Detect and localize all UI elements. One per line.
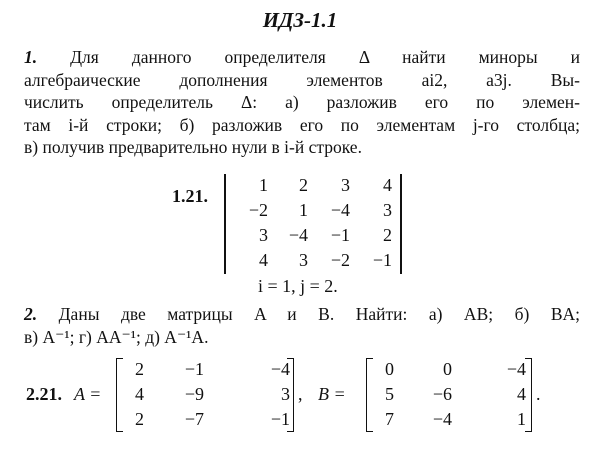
determinant (224, 174, 402, 274)
problem-2-text (24, 303, 580, 348)
determinant-cell-r1-c2: 2 (299, 175, 308, 195)
matrix-b-cell-r2-c1: 5 (385, 384, 394, 404)
matrix-a-cell-r2-c2: −9 (184, 384, 204, 404)
determinant-cell-r2-c4: 3 (383, 200, 392, 220)
problem-1-number: 1. (24, 47, 38, 67)
matrix-b (366, 358, 532, 432)
determinant-cell-r3-c2: −4 (288, 225, 308, 245)
matrix-b-cell-r3-c2: −4 (432, 409, 452, 429)
variant-1-condition: i = 1, j = 2. (258, 276, 338, 296)
matrix-a-cell-r1-c2: −1 (184, 359, 204, 379)
problem-1-text (24, 46, 580, 159)
matrix-b-cell-r1-c1: 0 (385, 359, 394, 379)
determinant-cell-r4-c2: 3 (299, 250, 308, 270)
determinant-cell-r1-c1: 1 (259, 175, 268, 195)
determinant-cell-r2-c3: −4 (330, 200, 350, 220)
problem-2-line-2: в) A⁻¹; г) AA⁻¹; д) A⁻¹A. (24, 326, 209, 347)
determinant-cell-r1-c4: 4 (383, 175, 392, 195)
matrix-separator: , (298, 384, 303, 404)
matrix-b-cell-r1-c3: −4 (506, 359, 526, 379)
determinant-cell-r4-c4: −1 (372, 250, 392, 270)
variant-1-label: 1.21. (172, 186, 208, 206)
variant-2-label: 2.21. (26, 384, 62, 404)
problem-2-line-1: 2. Даны две матрицы A и B. Найти: а) AB; б) BA; (24, 304, 580, 324)
matrix-b-cell-r2-c2: −6 (432, 384, 452, 404)
determinant-cell-r4-c3: −2 (330, 250, 350, 270)
matrix-b-name: B = (318, 384, 346, 404)
matrix-b-right-bracket (525, 358, 532, 432)
determinant-cell-r1-c3: 3 (341, 175, 350, 195)
matrix-b-cell-r1-c2: 0 (443, 359, 452, 379)
matrix-b-cell-r3-c1: 7 (385, 409, 394, 429)
page-title: ИДЗ-1.1 (262, 8, 338, 32)
determinant-cell-r3-c4: 2 (383, 225, 392, 245)
matrix-b-cell-r3-c3: 1 (517, 409, 526, 429)
matrix-a-cell-r1-c1: 2 (135, 359, 144, 379)
matrix-a-cell-r3-c3: −1 (270, 409, 290, 429)
determinant-cell-r2-c1: −2 (248, 200, 268, 220)
matrix-a-name: A = (74, 384, 102, 404)
determinant-cell-r3-c1: 3 (259, 225, 268, 245)
matrix-end-period: . (536, 384, 541, 404)
matrix-a-cell-r2-c1: 4 (135, 384, 144, 404)
problem-1-line-4: там i-й строки; б) разложив его по элементам j-го столбца; (24, 114, 580, 135)
problem-1-line-5: в) получив предварительно нули в i-й строке. (24, 137, 362, 157)
problem-1-line-2: алгебраические дополнения элементов ai2, a3j. Вы- (24, 69, 580, 90)
determinant-cell-r2-c2: 1 (299, 200, 308, 220)
problem-1-line-1: 1. Для данного определителя Δ найти миноры и (24, 47, 581, 67)
matrix-a-cell-r3-c1: 2 (135, 409, 144, 429)
matrix-a-cell-r3-c2: −7 (184, 409, 204, 429)
matrix-a-cell-r2-c3: 3 (281, 384, 290, 404)
matrix-b-cell-r2-c3: 4 (517, 384, 526, 404)
problem-2-number: 2. (24, 304, 38, 324)
matrix-a-cell-r1-c3: −4 (270, 359, 290, 379)
determinant-right-bar (400, 174, 402, 274)
determinant-cell-r3-c3: −1 (330, 225, 350, 245)
determinant-left-bar (224, 174, 226, 274)
matrix-a (116, 358, 294, 432)
determinant-cell-r4-c1: 4 (259, 250, 268, 270)
problem-1-line-3: числить определитель Δ: а) разложив его по элемен- (24, 92, 580, 112)
